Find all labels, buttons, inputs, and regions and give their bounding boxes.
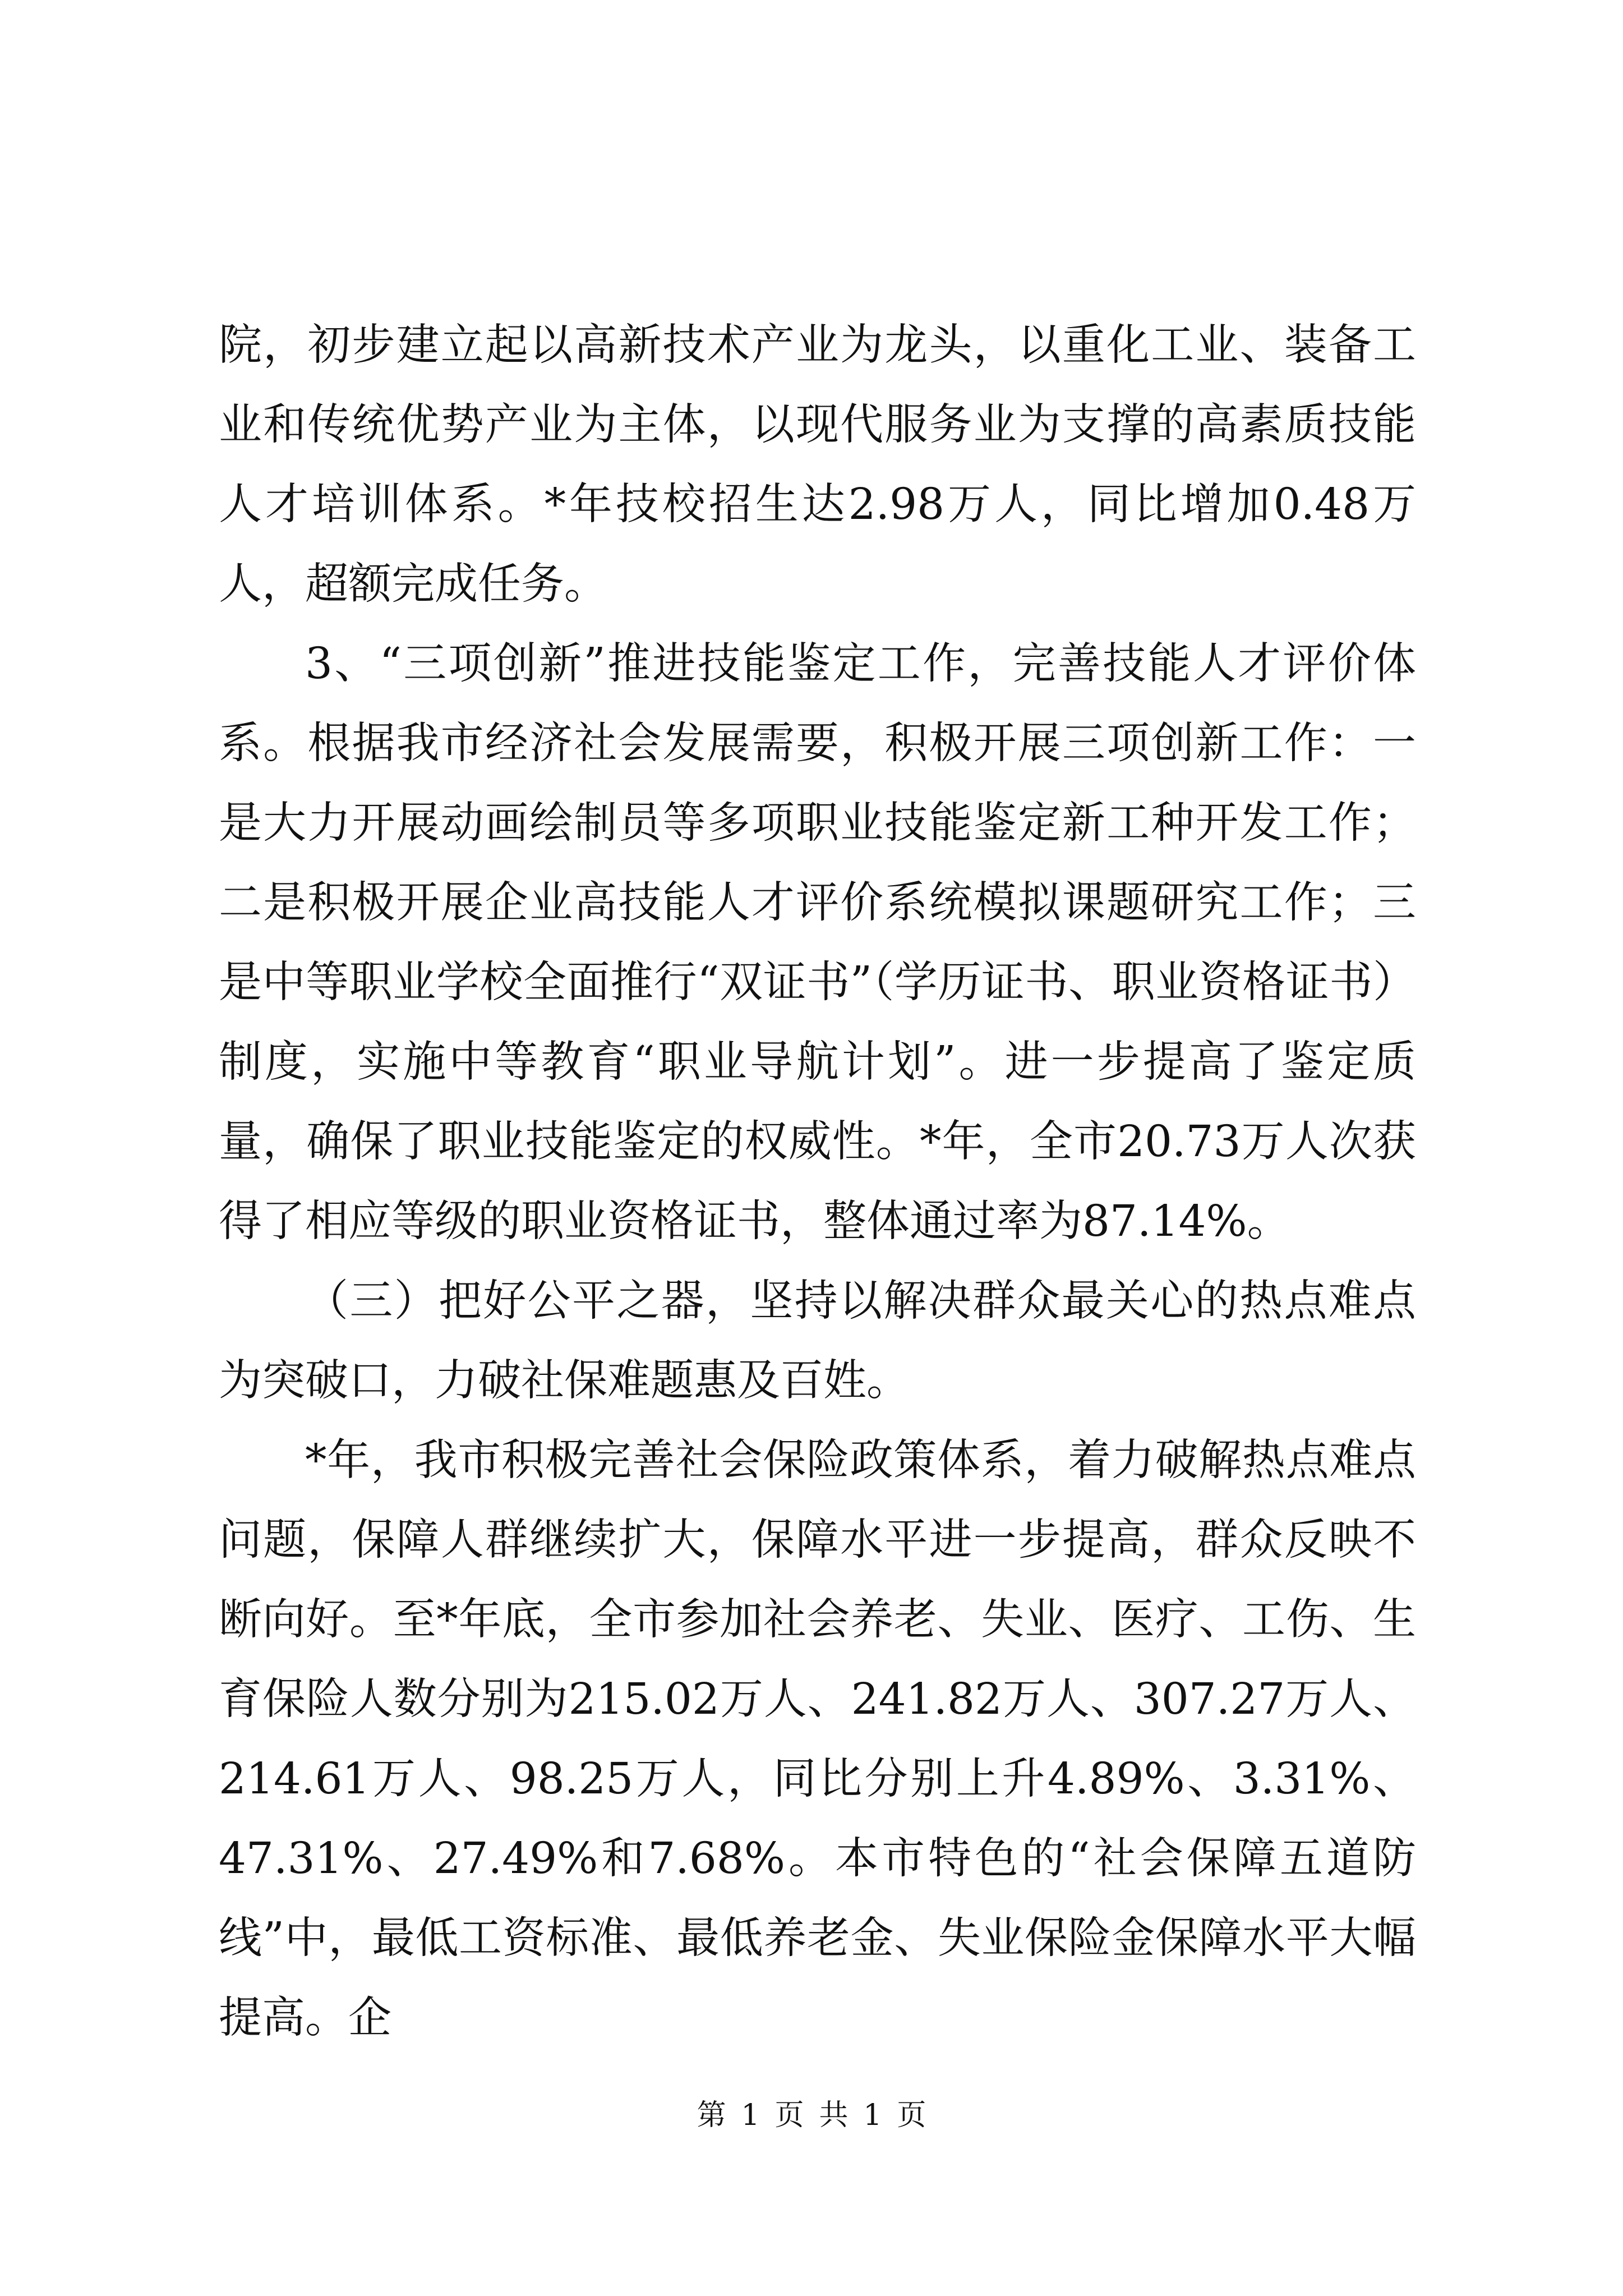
paragraph-2: 3、“三项创新”推进技能鉴定工作，完善技能人才评价体系。根据我市经济社会发展需要，积极开展三项创新工作：一是大力开展动画绘制员等多项职业技能鉴定新工种开发工作；二是积极开展企业高技能人才评价系统模拟课题研究工作；三是中等职业学校全面推行“双证书”（学历证书、职业资格证书）制度，实施中等教育“职业导航计划”。进一步提高了鉴定质量，确保了职业技能鉴定的权威性。*年，全市20.73万人次获得了相应等级的职业资格证书，整体通过率为87.14%。 — [219, 639, 1416, 1246]
paragraph-4: *年，我市积极完善社会保险政策体系，着力破解热点难点问题，保障人群继续扩大，保障水平进一步提高，群众反映不断向好。至*年底，全市参加社会养老、失业、医疗、工伤、生育保险人数分别为215.02万人、241.82万人、307.27万人、214.61万人、98.25万人，同比分别上升4.89%、3.31%、47.31%、27.49%和7.68%。本市特色的“社会保障五道防线”中，最低工资标准、最低养老金、失业保险金保障水平大幅提高。企 — [219, 1435, 1416, 2043]
paragraph-3: （三）把好公平之器，坚持以解决群众最关心的热点难点为突破口，力破社保难题惠及百姓。 — [219, 1276, 1416, 1406]
document-body — [219, 306, 1416, 2058]
paragraph-1: 院，初步建立起以高新技术产业为龙头，以重化工业、装备工业和传统优势产业为主体，以现代服务业为支撑的高素质技能人才培训体系。*年技校招生达2.98万人，同比增加0.48万人，超额完成任务。 — [219, 320, 1416, 609]
page-footer: 第 1 页 共 1 页 — [697, 2099, 926, 2132]
